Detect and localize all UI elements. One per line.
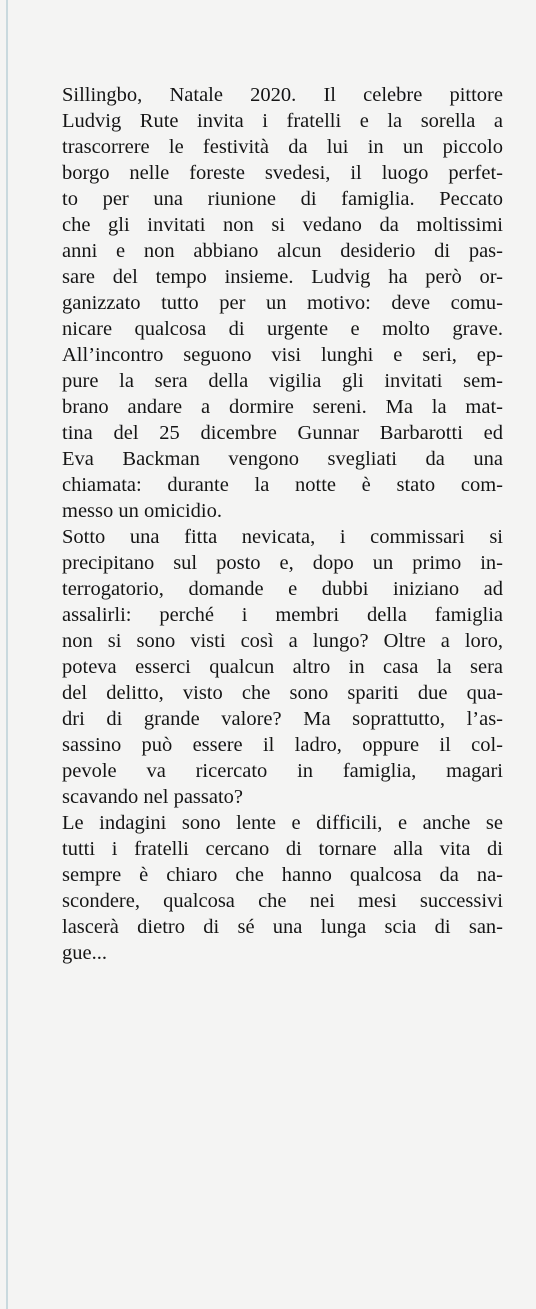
- blurb-line: trascorrere le festività da lui in un piccolo: [62, 136, 503, 158]
- blurb-line: del delitto, visto che sono spariti due qua-: [62, 682, 503, 704]
- blurb-line: anni e non abbiano alcun desiderio di pas-: [62, 240, 503, 262]
- blurb-line: sassino può essere il ladro, oppure il col-: [62, 734, 503, 756]
- blurb-line: scondere, qualcosa che nei mesi successivi: [62, 890, 503, 912]
- blurb-paragraph: [62, 524, 503, 810]
- blurb-line: ganizzato tutto per un motivo: deve comu-: [62, 292, 503, 314]
- blurb-line: Sotto una fitta nevicata, i commissari si: [62, 526, 503, 548]
- blurb-line: borgo nelle foreste svedesi, il luogo perfet-: [62, 162, 503, 184]
- blurb-line: All’incontro seguono visi lunghi e seri, ep-: [62, 344, 503, 366]
- blurb-line: brano andare a dormire sereni. Ma la mat-: [62, 396, 503, 418]
- blurb-line: nicare qualcosa di urgente e molto grave.: [62, 318, 503, 340]
- blurb-line: Le indagini sono lente e difficili, e anche se: [62, 812, 503, 834]
- blurb-paragraph: [62, 810, 503, 966]
- blurb-line: non si sono visti così a lungo? Oltre a loro,: [62, 630, 503, 652]
- blurb-line: pevole va ricercato in famiglia, magari: [62, 760, 503, 782]
- blurb-paragraph: [62, 82, 503, 524]
- blurb-line: messo un omicidio.: [62, 500, 223, 522]
- blurb-line: pure la sera della vigilia gli invitati sem-: [62, 370, 503, 392]
- blurb-line: che gli invitati non si vedano da moltissimi: [62, 214, 503, 236]
- blurb-line: sempre è chiaro che hanno qualcosa da na-: [62, 864, 503, 886]
- blurb-line: poteva esserci qualcun altro in casa la sera: [62, 656, 503, 678]
- blurb-line: chiamata: durante la notte è stato com-: [62, 474, 503, 496]
- blurb-line: tutti i fratelli cercano di tornare alla vita di: [62, 838, 503, 860]
- blurb-line: lascerà dietro di sé una lunga scia di san-: [62, 916, 503, 938]
- blurb-line: Ludvig Rute invita i fratelli e la sorella a: [62, 110, 503, 132]
- blurb-line: dri di grande valore? Ma soprattutto, l’as-: [62, 708, 503, 730]
- blurb-line: tina del 25 dicembre Gunnar Barbarotti ed: [62, 422, 503, 444]
- blurb-line: Eva Backman vengono svegliati da una: [62, 448, 503, 470]
- book-blurb: [62, 82, 503, 966]
- blurb-line: scavando nel passato?: [62, 786, 244, 808]
- blurb-line: to per una riunione di famiglia. Peccato: [62, 188, 503, 210]
- blurb-line: precipitano sul posto e, dopo un primo in-: [62, 552, 503, 574]
- blurb-line: assalirli: perché i membri della famiglia: [62, 604, 503, 626]
- blurb-line: sare del tempo insieme. Ludvig ha però or-: [62, 266, 503, 288]
- blurb-line: Sillingbo, Natale 2020. Il celebre pittore: [62, 84, 503, 106]
- blurb-line: terrogatorio, domande e dubbi iniziano ad: [62, 578, 503, 600]
- blurb-line: gue...: [62, 942, 107, 964]
- page-edge-divider: [6, 0, 8, 1309]
